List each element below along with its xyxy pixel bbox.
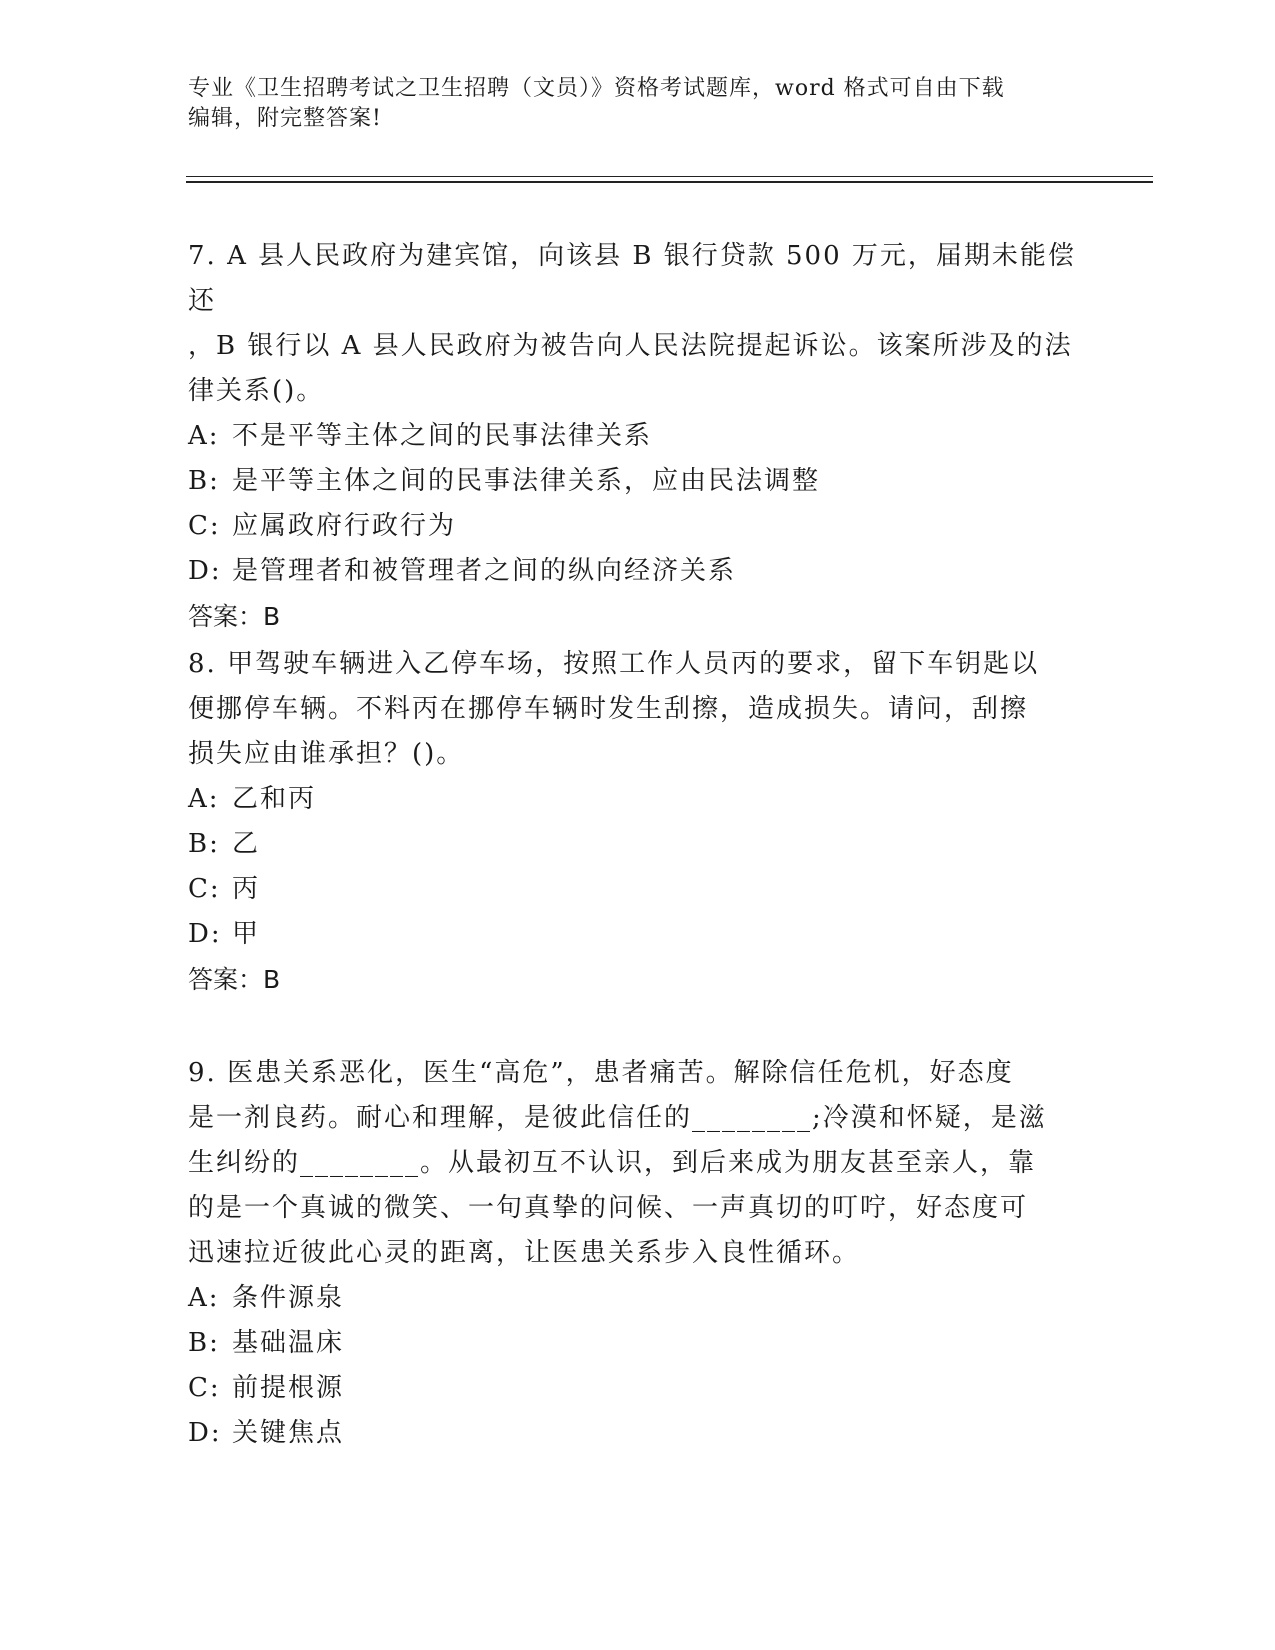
option-b	[188, 822, 1088, 867]
option-text: 基础温床	[232, 1328, 345, 1358]
option-d	[188, 912, 1088, 957]
answer-label: 答案：B	[188, 965, 281, 994]
question-stem-line: 迅速拉近彼此心灵的距离，让医患关系步入良性循环。	[188, 1238, 861, 1268]
question-stem-line: 律关系()。	[188, 376, 325, 406]
question-stem-line: 9. 医患关系恶化，医生“高危”，患者痛苦。解除信任危机，好态度	[188, 1058, 1014, 1088]
option-key: C:	[188, 1373, 221, 1403]
option-text: 条件源泉	[232, 1283, 345, 1313]
intro-line-1: 专业《卫生招聘考试之卫生招聘（文员）》资格考试题库，word 格式可自由下载	[188, 76, 1005, 101]
option-key: B:	[188, 829, 220, 859]
option-a	[188, 414, 1088, 459]
option-key: D:	[188, 919, 222, 949]
option-key: B:	[188, 466, 220, 496]
option-text: 乙	[232, 829, 261, 859]
option-text: 是平等主体之间的民事法律关系，应由民法调整	[232, 466, 821, 496]
option-d	[188, 1411, 1088, 1456]
question-stem-line: 的是一个真诚的微笑、一句真挚的问候、一声真切的叮咛，好态度可	[188, 1193, 1029, 1223]
option-key: A:	[188, 1283, 220, 1313]
option-key: D:	[188, 556, 222, 586]
option-key: A:	[188, 421, 220, 451]
option-text: 不是平等主体之间的民事法律关系	[232, 421, 653, 451]
option-a	[188, 777, 1088, 822]
option-c	[188, 1366, 1088, 1411]
option-text: 应属政府行政行为	[232, 511, 457, 541]
question-8	[188, 642, 1088, 1002]
option-b	[188, 459, 1088, 504]
option-key: D:	[188, 1418, 222, 1448]
option-text: 前提根源	[232, 1373, 345, 1403]
option-d	[188, 549, 1088, 594]
question-stem-line: 便挪停车辆。不料丙在挪停车辆时发生刮擦，造成损失。请问，刮擦	[188, 694, 1029, 724]
option-c	[188, 504, 1088, 549]
option-text: 丙	[232, 874, 261, 904]
header-divider-thin	[186, 176, 1153, 177]
option-text: 是管理者和被管理者之间的纵向经济关系	[232, 556, 737, 586]
option-b	[188, 1321, 1088, 1366]
question-stem-line: ，B 银行以 A 县人民政府为被告向人民法院提起诉讼。该案所涉及的法	[188, 331, 1073, 361]
option-c	[188, 867, 1088, 912]
option-key: C:	[188, 874, 221, 904]
question-7	[188, 234, 1088, 639]
option-key: B:	[188, 1328, 220, 1358]
option-key: A:	[188, 784, 220, 814]
question-stem-line: 是一剂良药。耐心和理解，是彼此信任的________;冷漠和怀疑，是滋	[188, 1103, 1047, 1133]
option-a	[188, 1276, 1088, 1321]
option-text: 乙和丙	[232, 784, 317, 814]
option-text: 甲	[232, 919, 261, 949]
question-stem-line: 损失应由谁承担？()。	[188, 739, 465, 769]
document-header	[188, 74, 1068, 134]
answer-label: 答案：B	[188, 602, 281, 631]
header-divider-thick	[186, 181, 1153, 183]
question-stem-line: 8. 甲驾驶车辆进入乙停车场，按照工作人员丙的要求，留下车钥匙以	[188, 649, 1040, 679]
question-stem-line: 7. A 县人民政府为建宾馆，向该县 B 银行贷款 500 万元，届期未能偿还	[188, 241, 1076, 316]
question-9	[188, 1051, 1088, 1456]
option-text: 关键焦点	[232, 1418, 345, 1448]
intro-line-2: 编辑，附完整答案!	[188, 106, 382, 131]
option-key: C:	[188, 511, 221, 541]
question-stem-line: 生纠纷的________。从最初互不认识，到后来成为朋友甚至亲人，靠	[188, 1148, 1037, 1178]
